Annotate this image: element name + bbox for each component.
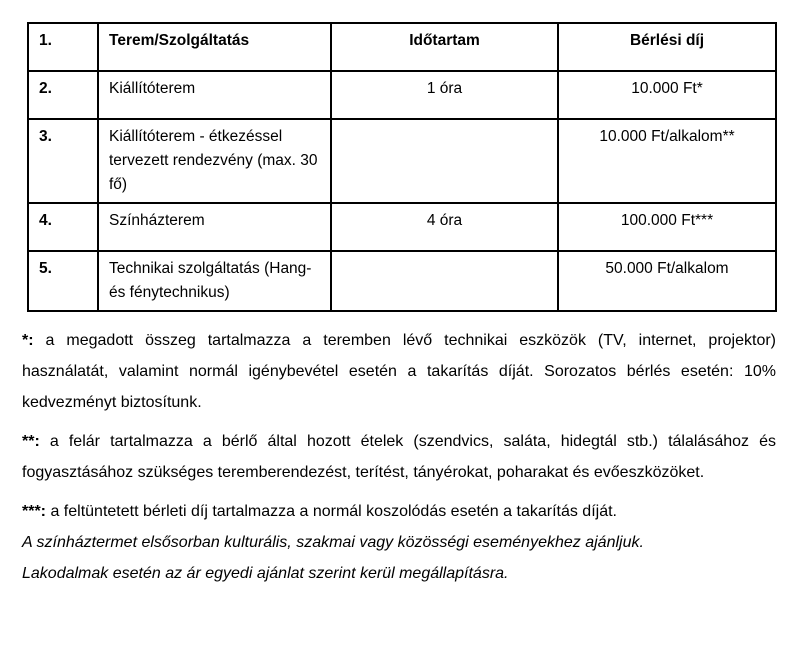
table-row — [28, 71, 776, 119]
pricing-table — [27, 22, 777, 312]
footnote-double-star — [22, 426, 776, 488]
row-number: 4. — [28, 203, 98, 251]
header-cell-fee: Bérlési díj — [558, 23, 776, 71]
table-row — [28, 251, 776, 311]
footnote-text: a feltüntetett bérleti díj tartalmazza a normál koszolódás esetén a takarítás díját. — [46, 503, 617, 520]
duration-cell — [331, 251, 558, 311]
service-cell: Kiállítóterem — [98, 71, 331, 119]
fee-cell: 10.000 Ft* — [558, 71, 776, 119]
service-cell: Kiállítóterem - étkezéssel tervezett rendezvény (max. 30 fő) — [98, 119, 331, 203]
footnote-marker: ***: — [22, 503, 47, 520]
duration-cell — [331, 119, 558, 203]
footnote-marker: *: — [22, 332, 34, 349]
footnote-marker: **: — [22, 433, 40, 450]
fee-cell: 50.000 Ft/alkalom — [558, 251, 776, 311]
row-number: 2. — [28, 71, 98, 119]
row-number: 5. — [28, 251, 98, 311]
italic-note-wedding: Lakodalmak esetén az ár egyedi ajánlat szerint kerül megállapításra. — [22, 565, 509, 582]
footnotes-section — [22, 325, 776, 589]
table-row — [28, 203, 776, 251]
footnote-text: a megadott összeg tartalmazza a teremben lévő technikai eszközök (TV, internet, projektor) használatát, valamint normál igénybevétel esetén a takarítás díját. Sorozatos bérlés esetén: 10% kedvezményt biztosítunk. — [22, 332, 776, 411]
italic-note-theater: A színháztermet elsősorban kulturális, szakmai vagy közösségi eseményekhez ajánljuk. — [22, 534, 644, 551]
fee-cell: 100.000 Ft*** — [558, 203, 776, 251]
footnote-triple-star — [22, 496, 776, 527]
table-row — [28, 119, 776, 203]
table-header-row — [28, 23, 776, 71]
fee-cell: 10.000 Ft/alkalom** — [558, 119, 776, 203]
footnote-single-star — [22, 325, 776, 418]
service-cell: Színházterem — [98, 203, 331, 251]
duration-cell: 1 óra — [331, 71, 558, 119]
row-number: 3. — [28, 119, 98, 203]
service-cell: Technikai szolgáltatás (Hang- és fénytechnikus) — [98, 251, 331, 311]
duration-cell: 4 óra — [331, 203, 558, 251]
header-cell-duration: Időtartam — [331, 23, 558, 71]
header-cell-number: 1. — [28, 23, 98, 71]
footnote-text: a felár tartalmazza a bérlő által hozott ételek (szendvics, saláta, hidegtál stb.) tálalásához és fogyasztásához szükséges teremberendezést, terítést, tányérokat, poharakat és evőeszközöket. — [22, 433, 776, 481]
header-cell-service: Terem/Szolgáltatás — [98, 23, 331, 71]
